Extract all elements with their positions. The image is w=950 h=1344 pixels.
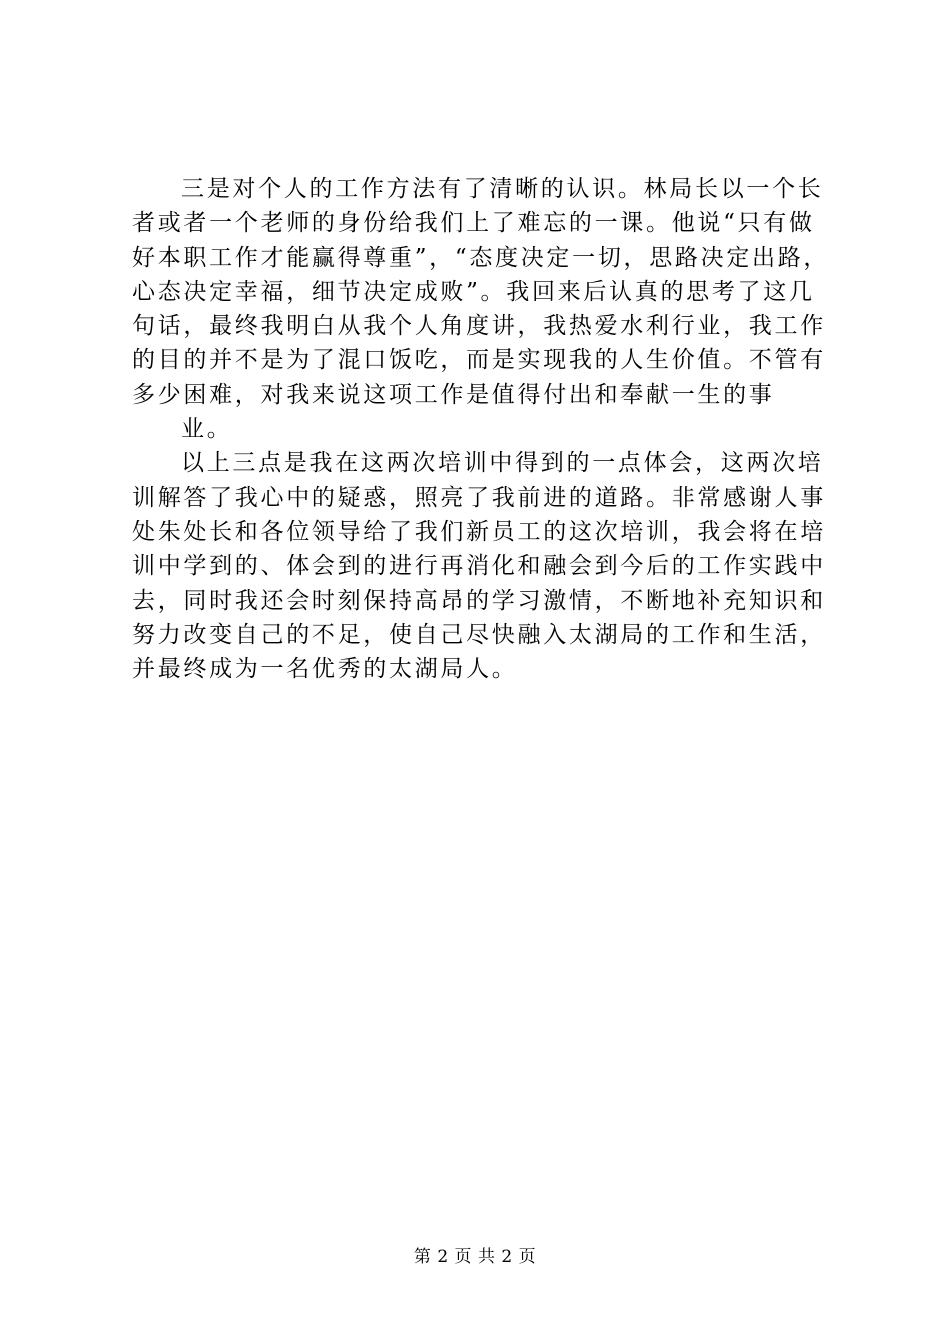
paragraph-1-line-4: 心态决定幸福，细节决定成败”。我回来后认真的思考了这几 [132, 278, 815, 305]
paragraph-1-line-6: 的目的并不是为了混口饭吃，而是实现我的人生价值。不管有 [132, 347, 826, 374]
paragraph-1-line-8: 业。 [181, 416, 233, 443]
paragraph-1-line-1: 三是对个人的工作方法有了清晰的认识。林局长以一个长 [181, 176, 824, 202]
paragraph-2-line-4: 训中学到的、体会到的进行再消化和融会到今后的工作实践中 [132, 553, 826, 580]
paragraph-2-line-5: 去，同时我还会时刻保持高昂的学习激情，不断地补充知识和 [132, 587, 826, 614]
paragraph-2-line-6: 努力改变自己的不足，使自己尽快融入太湖局的工作和生活， [132, 621, 826, 648]
paragraph-1-line-2: 者或者一个老师的身份给我们上了难忘的一课。他说“只有做 [132, 210, 815, 237]
paragraph-2-line-3: 处朱处长和各位领导给了我们新员工的这次培训，我会将在培 [132, 518, 826, 545]
document-body [132, 172, 832, 686]
paragraph-2-line-7: 并最终成为一名优秀的太湖局人。 [132, 656, 518, 683]
paragraph-1-line-7: 多少困难，对我来说这项工作是值得付出和奉献一生的事 [132, 381, 775, 408]
paragraph-1-line-5: 句话，最终我明白从我个人角度讲，我热爱水利行业，我工作 [132, 313, 826, 340]
page-number-footer: 第 2 页 共 2 页 [413, 1247, 537, 1267]
paragraph-1-line-3: 好本职工作才能赢得尊重”，“态度决定一切，思路决定出路， [132, 244, 830, 271]
paragraph-2-line-2: 训解答了我心中的疑惑，照亮了我前进的道路。非常感谢人事 [132, 484, 826, 511]
paragraph-2-line-1: 以上三点是我在这两次培训中得到的一点体会，这两次培 [181, 450, 824, 477]
